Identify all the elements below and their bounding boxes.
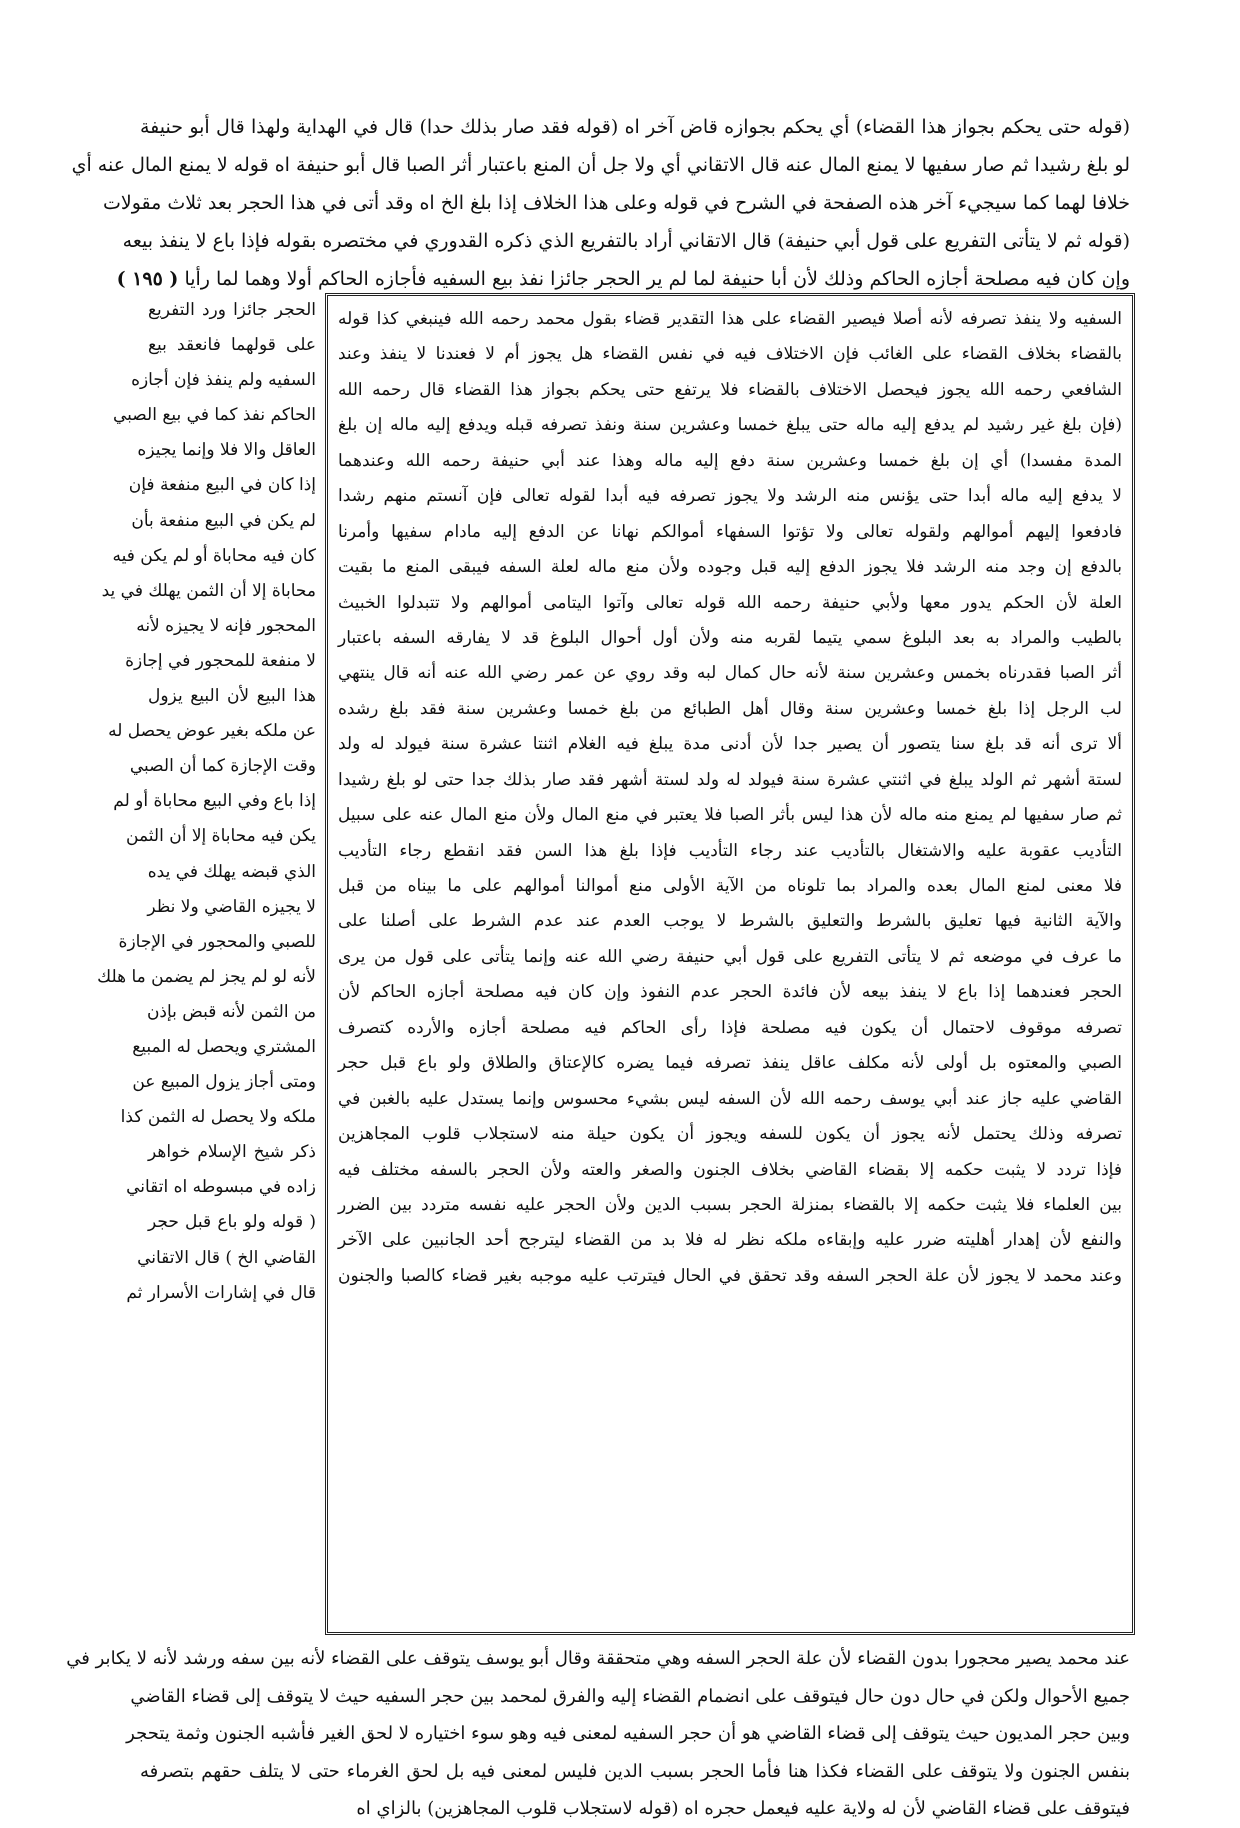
margin-line: زاده في مبسوطه اه اتقاني <box>126 1177 316 1198</box>
margin-line: المحجور فإنه لا يجيزه لأنه <box>136 615 316 636</box>
main-line: القاضي عليه جاز عند أبي يوسف رحمه الله لأن السفه ليس بشيء محسوس وإنما يستدل عليه بالغبن في <box>338 1088 1122 1109</box>
margin-line: لأنه لو لم يجز لم يضمن ما هلك <box>97 966 316 987</box>
margin-line: على قولهما فانعقد بيع <box>148 335 316 356</box>
main-line: ألا ترى أنه قد بلغ سنا يتصور أن يصير جدا لأن أدنى مدة يبلغ فيه الغلام اثنتا عشرة سنة فيولد له ولد <box>338 734 1122 755</box>
main-line: ثم صار سفيها لم يمنع منه ماله لأن هذا ليس بأثر الصبا فلا يعتبر في منع المال ولأن منع المال عنه على سبيل <box>338 805 1122 826</box>
margin-line: وقت الإجازة كما أن الصبي <box>129 756 316 777</box>
main-line: لب الرجل إذا بلغ خمسا وعشرين سنة وقال أهل الطبائع من بلغ خمسا وعشرين سنة فقد بلغ رشده <box>338 698 1122 719</box>
margin-line: ( قوله ولو باع قبل حجر <box>148 1212 316 1233</box>
main-line: تصرفه وذلك يحتمل لأنه يجوز أن يكون للسفه ويجوز أن يكون حيلة منه لاستجلاب قلوب المجاهزين <box>338 1124 1122 1145</box>
top-line: (قوله ثم لا يتأتى التفريع على قول أبي حنيفة) قال الاتقاني أراد بالتفريع الذي ذكره القدوري في مختصره بقوله فإذا باع لا ينفذ بيعه <box>122 230 1130 252</box>
bottom-line: جميع الأحوال ولكن في حال دون حال فيتوقف على انضمام القضاء إليه والفرق لمحمد بين حجر السفيه حيث لا يتوقف إلى قضاء القاضي <box>130 1685 1130 1707</box>
main-line: فلا معنى لمنع المال بعده والمراد بما تلوناه من الآية الأولى منع أموالنا أموالهم على ما بيناه من قبل <box>338 876 1122 896</box>
main-line: السفيه ولا ينفذ تصرفه لأنه أصلا فيصير القضاء على هذا التقدير قضاء بقول محمد رحمه الله فينبغي كذا قوله <box>338 309 1122 329</box>
main-line: لا يدفع إليه ماله أبدا حتى يؤنس منه الرشد ولا يجوز تصرفه فيه أبدا لقوله تعالى فإن آنستم منهم رشدا <box>338 486 1122 507</box>
bottom-line: وبين حجر المديون حيث يتوقف إلى قضاء القاضي هو أن حجر السفيه لمعنى فيه وهو سوء اختياره لا لحق الغير فأشبه الجنون وثمة يتحجر <box>126 1723 1130 1744</box>
bottom-line: عند محمد يصير محجورا بدون القضاء لأن علة الحجر السفه وهي متحققة وقال أبو يوسف يتوقف على القضاء لأنه بين سفه ورشد لأنه لا يكابر في <box>66 1648 1130 1669</box>
margin-line: الحاكم نفذ كما في بيع الصبي <box>113 405 316 426</box>
margin-line: لم يكن في البيع منفعة بأن <box>131 510 316 531</box>
bottom-commentary <box>66 1640 1130 1828</box>
main-line: (فإن بلغ غير رشيد لم يدفع إليه ماله حتى يبلغ خمسا وعشرين سنة ونفذ تصرفه قبله ويدفع إليه ماله إن بلغ <box>338 415 1122 436</box>
margin-line: إذا باع وفي البيع محاباة أو لم <box>113 791 316 812</box>
main-line: العلة لأن الحكم يدور معها ولأبي حنيفة رحمه الله قوله تعالى وآتوا اليتامى أموالهم ولا تتبدلوا الخبيث <box>338 592 1122 613</box>
main-line: لستة أشهر ثم الولد يبلغ في اثنتي عشرة سنة فيولد له ولد لستة أشهر فقد صار بذلك جدا حتى لو بلغ رشيدا <box>338 769 1122 790</box>
main-line: الصبي والمعتوه بل أولى لأنه مكلف عاقل ينفذ تصرفه فيما يضره كالإعتاق والطلاق ولو باع قبل حجر <box>338 1053 1122 1074</box>
top-line-text: وإن كان فيه مصلحة أجازه الحاكم وذلك لأن أبا حنيفة لما لم ير الحجر جائزا نفذ بيع السفيه فأجازه الحاكم أولا وهما لما رأيا <box>184 268 1130 290</box>
main-line: الشافعي رحمه الله يجوز فيحصل الاختلاف بالقضاء فلا يرتفع حتى يحكم بجواز هذا القضاء قال رحمه الله <box>338 379 1122 400</box>
bottom-line: بنفس الجنون ولا يتوقف على القضاء فكذا هنا فأما الحجر بسبب الدين فليس لمعنى فيه بل لحق الغرماء حتى لا يتلف حقهم بتصرفه <box>140 1760 1130 1782</box>
main-line: بالقضاء بخلاف القضاء على الغائب فإن الاختلاف فيه في نفس القضاء هل يجوز أم لا فعندنا لا ينفذ وعند <box>338 344 1122 365</box>
margin-line: للصبي والمحجور في الإجازة <box>118 931 316 952</box>
main-line: بالدفع إن وجد منه الرشد فلا يجوز الدفع إليه قبل وجوده ولأن منع ماله لعلة السفه فيبقى المنع ما بقيت <box>338 557 1122 578</box>
margin-line: يكن فيه محاباة إلا أن الثمن <box>126 826 316 847</box>
margin-line: القاضي الخ ) قال الاتقاني <box>137 1247 316 1268</box>
main-line: أثر الصبا فقدرناه بخمس وعشرين سنة لأنه حال كمال لبه وقد روي عن عمر رضي الله عنه أنه قال ينتهي <box>338 663 1122 684</box>
margin-line: محاباة إلا أن الثمن يهلك في يد <box>101 580 316 601</box>
margin-line: كان فيه محاباة أو لم يكن فيه <box>112 545 316 566</box>
margin-line: الحجر جائزا ورد التفريع <box>148 300 316 320</box>
main-line: فإذا تردد لا يثبت حكمه إلا بقضاء القاضي بخلاف الجنون والصغر والعته ولأن الحجر بالسفه مختلف فيه <box>338 1159 1122 1180</box>
main-text-frame <box>325 293 1135 1635</box>
margin-line: ملكه ولا يحصل له الثمن كذا <box>120 1107 316 1128</box>
main-line: فادفعوا إليهم أموالهم ولقوله تعالى ولا تؤتوا السفهاء أموالكم نهانا عن الدفع إليه مادام سفيها وأمرنا <box>338 521 1122 542</box>
margin-line: المشتري ويحصل له المبيع <box>132 1036 316 1057</box>
margin-line: الذي قبضه يهلك في يده <box>147 861 316 882</box>
margin-line: ومتى أجاز يزول المبيع عن <box>132 1072 316 1093</box>
main-line: تصرفه موقوف لاحتمال أن يكون فيه مصلحة فإذا رأى الحاكم فيه مصلحة أجازه والأرده كتصرف <box>338 1017 1122 1038</box>
margin-line: قال في إشارات الأسرار ثم <box>126 1282 316 1303</box>
main-line: والنفع لأن إهدار أهليته ضرر عليه وإبقاءه ملكه نظر له فلا بد من القضاء ليترجح أحد الجانبين على الآخر <box>338 1230 1122 1251</box>
margin-line: العاقل والا فلا وإنما يجيزه <box>137 440 316 461</box>
main-line: الحجر فعندهما إذا باع لا ينفذ بيعه لأن فائدة الحجر عدم النفوذ وإن كان فيه مصلحة أجازه الحاكم لأن <box>338 982 1122 1003</box>
top-line: لو بلغ رشيدا ثم صار سفيها لا يمنع المال عنه قال الاتقاني أي ولا جل أن المنع باعتبار أثر الصبا قال أبو حنيفة اه قوله لا يمنع المال عنه أي <box>71 154 1130 176</box>
main-line: التأديب عقوبة عليه والاشتغال بالتأديب عند رجاء التأديب فإذا بلغ هذا السن فقد انقطع رجاء التأديب <box>338 840 1122 861</box>
margin-line: عن ملكه بغير عوض يحصل له <box>108 721 316 742</box>
margin-line: ذكر شيخ الإسلام خواهر <box>148 1142 316 1163</box>
top-line: (قوله حتى يحكم بجواز هذا القضاء) أي يحكم بجوازه قاض آخر اه (قوله فقد صار بذلك حدا) قال في الهداية ولهذا قال أبو حنيفة <box>140 116 1130 138</box>
bottom-line: فيتوقف على قضاء القاضي لأن له ولاية عليه فيعمل حجره اه (قوله لاستجلاب قلوب المجاهزين) بالزاي اه <box>356 1798 1130 1819</box>
margin-line: من الثمن لأنه قبض بإذن <box>146 1001 316 1022</box>
margin-line: السفيه ولم ينفذ فإن أجازه <box>131 370 316 391</box>
main-line: والآية الثانية فيها تعليق بالشرط والتعليق بالشرط لا يوجب العدم عند عدم الشرط على أصلنا على <box>338 911 1122 932</box>
margin-line: هذا البيع لأن البيع يزول <box>148 686 316 707</box>
main-line: بين العلماء فلا يثبت حكمه إلا بالقضاء بمنزلة الحجر بسبب الدين ولأن الحجر عليه نفسه متردد بين الضرر <box>338 1194 1122 1215</box>
page-number: ( ١٩٥ ) <box>116 268 179 290</box>
main-line: بالطيب والمراد به بعد البلوغ سمي يتيما لقربه منه ولأن أول أحوال البلوغ قد لا يفارقه السفه باعتبار <box>338 627 1122 648</box>
main-line: ما عرف في موضعه ثم لا يتأتى التفريع على قول أبي حنيفة رضي الله عنه وإنما يتأتى على قول من يرى <box>338 946 1122 967</box>
margin-line: لا يجيزه القاضي ولا نظر <box>147 896 316 917</box>
margin-line: لا منفعة للمحجور في إجازة <box>125 650 316 671</box>
main-line: وعند محمد لا يجوز لأن علة الحجر السفه وقد تحقق في الحال فيترتب عليه موجبه بغير قضاء كالصبا والجنون <box>338 1265 1122 1286</box>
top-line: خلافا لهما كما سيجيء آخر هذه الصفحة في الشرح في قوله وعلى هذا الخلاف إذا بلغ الخ اه وقد أتى في هذا الحجر بعد ثلاث مقولات <box>102 192 1130 214</box>
margin-commentary <box>97 293 316 1635</box>
margin-line: إذا كان في البيع منفعة فإن <box>128 475 316 496</box>
main-line: المدة مفسدا) أي إن بلغ خمسا وعشرين سنة دفع إليه ماله وهذا عند أبي حنيفة رحمه الله وعندهما <box>338 450 1122 471</box>
top-commentary <box>71 108 1130 298</box>
